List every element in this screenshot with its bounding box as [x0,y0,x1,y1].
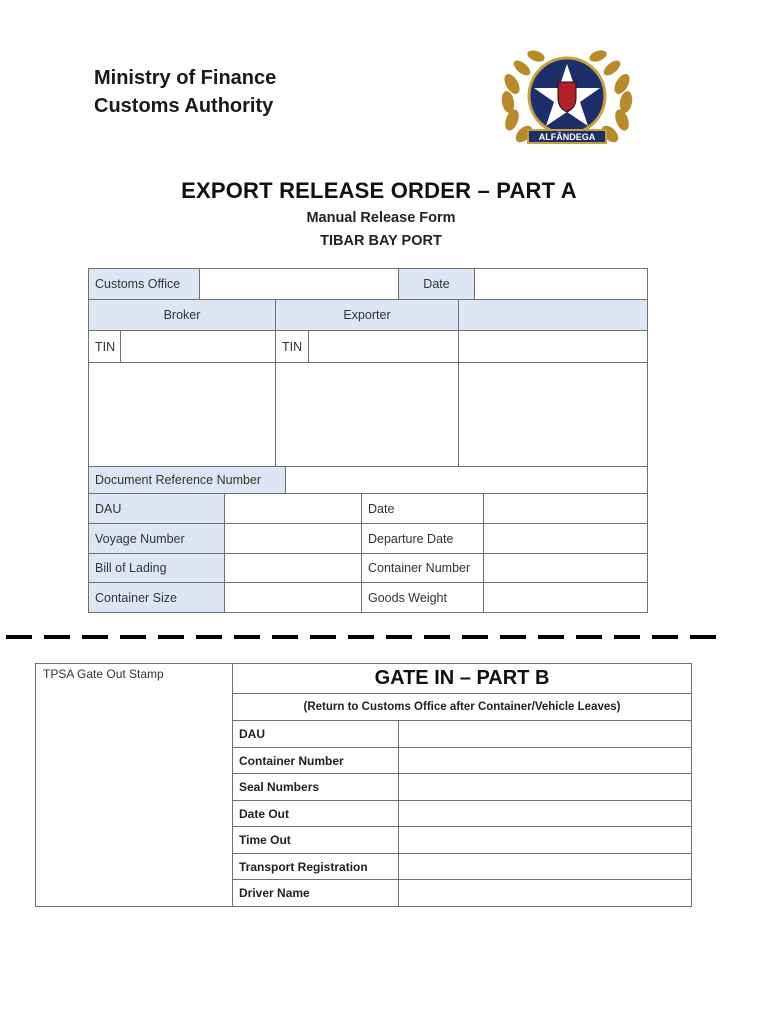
exporter-tin-label: TIN [275,330,309,363]
b-time-out-field[interactable] [398,826,692,854]
authority-name: Customs Authority [94,95,274,117]
date-row-field[interactable] [483,493,648,524]
voyage-number-label: Voyage Number [88,523,225,554]
doc-ref-label: Document Reference Number [88,466,286,494]
broker-details-field[interactable] [88,362,276,467]
b-date-out-label: Date Out [232,800,399,827]
b-dau-label: DAU [232,720,399,748]
part-b-instruction: (Return to Customs Office after Container/Vehicle Leaves) [232,693,692,721]
container-size-field[interactable] [224,582,362,613]
gate-out-stamp-area[interactable] [35,663,233,907]
broker-tin-field[interactable] [120,330,276,363]
voyage-number-field[interactable] [224,523,362,554]
goods-weight-label: Goods Weight [361,582,484,613]
organization-header [94,64,276,120]
port-name: TIBAR BAY PORT [320,233,442,249]
goods-weight-field[interactable] [483,582,648,613]
broker-label: Broker [88,299,276,331]
form-subtitle: Manual Release Form [306,210,456,226]
date-field[interactable] [474,268,648,300]
broker-tin-label: TIN [88,330,121,363]
dau-label: DAU [88,493,225,524]
customs-office-field[interactable] [199,268,399,300]
container-number-field[interactable] [483,553,648,583]
document-title: EXPORT RELEASE ORDER – PART A [181,178,577,203]
b-transport-registration-label: Transport Registration [232,853,399,880]
additional-details-field[interactable] [458,362,648,467]
b-dau-field[interactable] [398,720,692,748]
b-driver-name-field[interactable] [398,879,692,907]
b-container-number-field[interactable] [398,747,692,774]
b-seal-numbers-label: Seal Numbers [232,773,399,801]
bill-of-lading-field[interactable] [224,553,362,583]
customs-emblem-logo [498,44,636,154]
svg-text:ALFÂNDEGA: ALFÂNDEGA [538,132,596,142]
date-label: Date [398,268,475,300]
blank-header-cell [458,299,648,331]
exporter-details-field[interactable] [275,362,459,467]
departure-date-field[interactable] [483,523,648,554]
b-driver-name-label: Driver Name [232,879,399,907]
b-container-number-label: Container Number [232,747,399,774]
customs-office-label: Customs Office [88,268,200,300]
b-transport-registration-field[interactable] [398,853,692,880]
departure-date-label: Departure Date [361,523,484,554]
exporter-label: Exporter [275,299,459,331]
exporter-tin-field[interactable] [308,330,459,363]
bill-of-lading-label: Bill of Lading [88,553,225,583]
stamp-label: TPSA Gate Out Stamp [43,667,164,681]
dau-field[interactable] [224,493,362,524]
doc-ref-field[interactable] [285,466,648,494]
part-b-title: GATE IN – PART B [232,663,692,694]
container-number-label: Container Number [361,553,484,583]
ministry-name: Ministry of Finance [94,67,277,89]
b-time-out-label: Time Out [232,826,399,854]
b-date-out-field[interactable] [398,800,692,827]
date-row-label: Date [361,493,484,524]
container-size-label: Container Size [88,582,225,613]
b-seal-numbers-field[interactable] [398,773,692,801]
blank-tin-cell [458,330,648,363]
